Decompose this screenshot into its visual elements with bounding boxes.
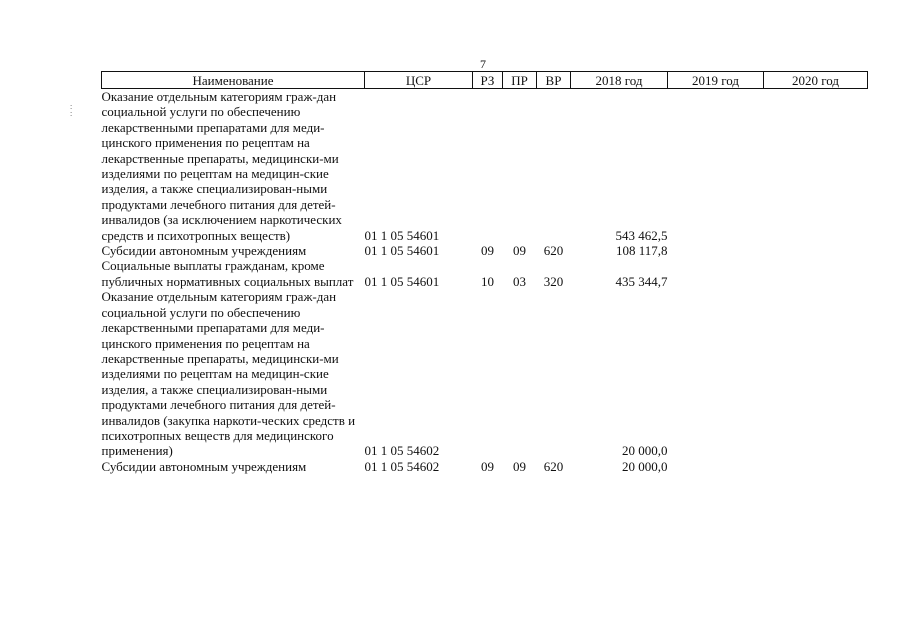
header-name: Наименование bbox=[102, 72, 365, 89]
row-2019 bbox=[668, 459, 764, 474]
page-number: 7 bbox=[480, 57, 486, 71]
row-rz: 09 bbox=[481, 243, 494, 259]
header-vr: ВР bbox=[537, 72, 571, 89]
row-2020 bbox=[764, 89, 868, 244]
row-rz bbox=[473, 289, 503, 458]
row-2019 bbox=[668, 258, 764, 289]
row-pr: 09 bbox=[513, 458, 526, 474]
row-name: Субсидии автономным учреждениям bbox=[101, 243, 307, 259]
row-vr bbox=[537, 289, 571, 458]
row-2018: 20 000,0 bbox=[622, 443, 668, 459]
row-name: Оказание отдельным категориям граж-дан социальной услуги по обеспечению лекарственными препаратами для меди-цинского применения по рецептам на лекарственные препараты, медицински-ми изделиями по рецептам на медицин-ские изделия, а также специализирован-ными продуктами лечебного питания для детей-инвалидов (за исключением наркотических средств и психотропных веществ) bbox=[101, 89, 342, 243]
header-pr: ПР bbox=[503, 72, 537, 89]
row-2020 bbox=[764, 243, 868, 258]
header-2020: 2020 год bbox=[764, 72, 868, 89]
row-rz: 09 bbox=[481, 458, 494, 474]
table-header-row bbox=[102, 72, 868, 89]
row-rz: 10 bbox=[481, 273, 494, 289]
header-2018: 2018 год bbox=[571, 72, 668, 89]
row-name: Социальные выплаты гражданам, кроме публичных нормативных социальных выплат bbox=[101, 258, 354, 289]
row-pr: 03 bbox=[513, 273, 526, 289]
row-name: Субсидии автономным учреждениям bbox=[101, 458, 307, 474]
row-vr: 620 bbox=[543, 458, 564, 474]
row-2019 bbox=[668, 243, 764, 258]
margin-mark: : : bbox=[70, 102, 73, 118]
row-2020 bbox=[764, 258, 868, 289]
table-row bbox=[102, 89, 868, 244]
table-row bbox=[102, 243, 868, 258]
row-rz bbox=[473, 89, 503, 244]
row-2018: 108 117,8 bbox=[615, 243, 668, 259]
row-2018: 435 344,7 bbox=[615, 273, 668, 289]
row-2020 bbox=[764, 459, 868, 474]
row-2020 bbox=[764, 289, 868, 458]
row-2019 bbox=[668, 89, 764, 244]
header-2019: 2019 год bbox=[668, 72, 764, 89]
row-csr: 01 1 05 54601 bbox=[364, 227, 440, 243]
row-2019 bbox=[668, 289, 764, 458]
table-row bbox=[102, 459, 868, 474]
header-csr: ЦСР bbox=[365, 72, 473, 89]
header-rz: РЗ bbox=[473, 72, 503, 89]
row-csr: 01 1 05 54601 bbox=[364, 273, 440, 289]
row-csr: 01 1 05 54602 bbox=[364, 443, 440, 459]
table-row bbox=[102, 258, 868, 289]
row-name: Оказание отдельным категориям граж-дан социальной услуги по обеспечению лекарственными препаратами для меди-цинского применения по рецептам на лекарственные препараты, медицински-ми изделиями по рецептам на медицин-ские изделия, а также специализирован-ными продуктами лечебного питания для детей-инвалидов (закупка наркоти-ческих средств и психотропных веществ для медицинского применения) bbox=[101, 289, 356, 459]
row-csr: 01 1 05 54602 bbox=[364, 458, 440, 474]
row-2018: 543 462,5 bbox=[615, 227, 668, 243]
row-csr: 01 1 05 54601 bbox=[364, 243, 440, 259]
row-pr bbox=[503, 289, 537, 458]
row-vr bbox=[537, 89, 571, 244]
row-vr: 620 bbox=[543, 243, 564, 259]
budget-table bbox=[101, 71, 868, 474]
row-2018: 20 000,0 bbox=[622, 458, 668, 474]
row-pr bbox=[503, 89, 537, 244]
row-pr: 09 bbox=[513, 243, 526, 259]
row-vr: 320 bbox=[543, 273, 564, 289]
table-row bbox=[102, 289, 868, 458]
